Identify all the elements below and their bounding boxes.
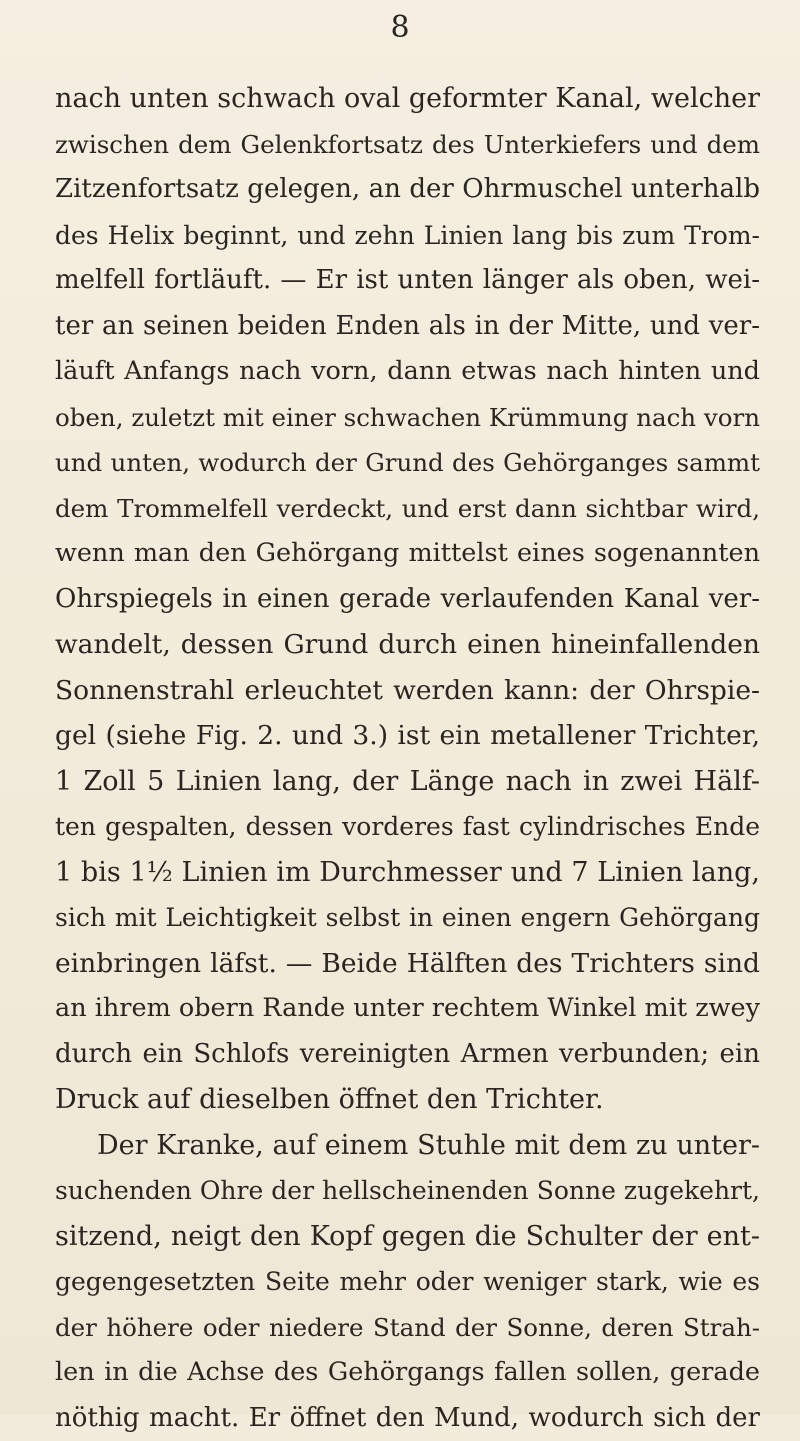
text-line: durch ein Schlofs vereinigten Armen verbunden; ein (55, 1032, 760, 1078)
text-line: oben, zuletzt mit einer schwachen Krümmung nach vorn (55, 395, 760, 441)
text-line: len in die Achse des Gehörgangs fallen sollen, gerade (55, 1350, 760, 1396)
text-line: nöthig macht. Er öffnet den Mund, wodurch sich der (55, 1396, 760, 1441)
text-line: zwischen dem Gelenkfortsatz des Unterkiefers und dem (55, 122, 760, 168)
text-line: an ihrem obern Rande unter rechtem Winkel mit zwey (55, 986, 760, 1032)
text-line: 1 bis 1½ Linien im Durchmesser und 7 Linien lang, (55, 850, 760, 896)
text-line: und unten, wodurch der Grund des Gehörganges sammt (55, 440, 760, 486)
text-line: sich mit Leichtigkeit selbst in einen engern Gehörgang (55, 895, 760, 941)
text-line: ten gespalten, dessen vorderes fast cylindrisches Ende (55, 804, 760, 850)
text-line: wenn man den Gehörgang mittelst eines sogenannten (55, 531, 760, 577)
text-line: gel (siehe Fig. 2. und 3.) ist ein metallener Trichter, (55, 713, 760, 759)
text-line: wandelt, dessen Grund durch einen hineinfallenden (55, 622, 760, 668)
text-line: Zitzenfortsatz gelegen, an der Ohrmuschel unterhalb (55, 167, 760, 213)
text-line: ter an seinen beiden Enden als in der Mitte, und ver- (55, 304, 760, 350)
text-line: 1 Zoll 5 Linien lang, der Länge nach in zwei Hälf- (55, 759, 760, 805)
paragraph-end-line: Druck auf dieselben öffnet den Trichter. (55, 1077, 760, 1123)
text-line: gegengesetzten Seite mehr oder weniger stark, wie es (55, 1259, 760, 1305)
text-line: nach unten schwach oval geformter Kanal, welcher (55, 76, 760, 122)
page-number: 8 (0, 8, 800, 48)
paragraph-start-line: Der Kranke, auf einem Stuhle mit dem zu unter- (55, 1123, 760, 1169)
body-text (55, 76, 760, 1441)
text-line: Ohrspiegels in einen gerade verlaufenden Kanal ver- (55, 577, 760, 623)
text-line: der höhere oder niedere Stand der Sonne, deren Strah- (55, 1305, 760, 1351)
text-line: melfell fortläuft. — Er ist unten länger als oben, wei- (55, 258, 760, 304)
text-line: Sonnenstrahl erleuchtet werden kann: der Ohrspie- (55, 668, 760, 714)
text-line: des Helix beginnt, und zehn Linien lang bis zum Trom- (55, 213, 760, 259)
text-line: einbringen läfst. — Beide Hälften des Trichters sind (55, 941, 760, 987)
text-line: dem Trommelfell verdeckt, und erst dann sichtbar wird, (55, 486, 760, 532)
text-line: läuft Anfangs nach vorn, dann etwas nach hinten und (55, 349, 760, 395)
text-line: sitzend, neigt den Kopf gegen die Schulter der ent- (55, 1214, 760, 1260)
text-line: suchenden Ohre der hellscheinenden Sonne zugekehrt, (55, 1168, 760, 1214)
